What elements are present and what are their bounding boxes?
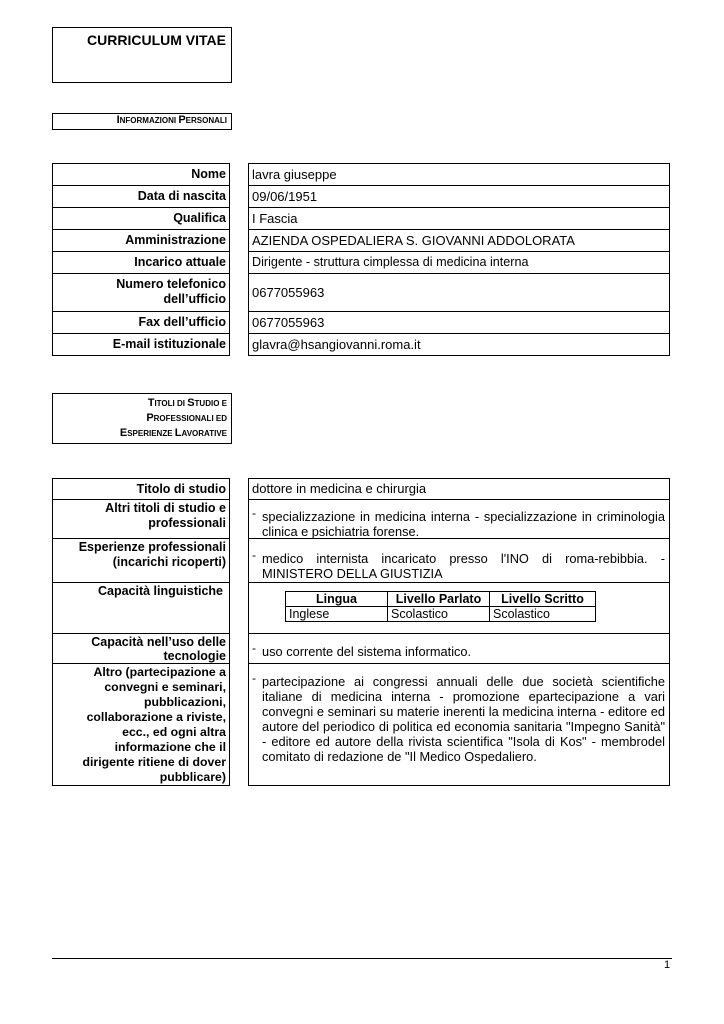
value-altri-titoli: - specializzazione in medicina interna - specializzazione in criminologia clinica e psichiatria forense.: [248, 499, 670, 539]
label-telefono: Numero telefonico dell’ufficio: [52, 273, 230, 312]
lang-header: Livello Scritto: [490, 592, 596, 607]
footer-rule: [52, 958, 672, 959]
section-personal-info: INFORMAZIONI PERSONALI: [52, 113, 232, 130]
label-altri-titoli: Altri titoli di studio e professionali: [52, 499, 230, 539]
value-nome: lavra giuseppe: [248, 163, 670, 186]
label-nome: Nome: [52, 163, 230, 186]
value-amministrazione: AZIENDA OSPEDALIERA S. GIOVANNI ADDOLORATA: [248, 229, 670, 252]
bullet-dash: -: [252, 641, 256, 655]
value-tecnologie: - uso corrente del sistema informatico.: [248, 633, 670, 664]
value-altro: - partecipazione ai congressi annuali delle due società scientifiche italiane di medicina interna - promozione epartecipazione a vari convegni e seminari su materie inerenti la medicina interna - editore ed autore del periodico di politica ed economia sanitaria "Impegno Sanità" - editore ed autore della rivista scientifica "Isola di Kos" - membrodel comitato di redazione de "Il Medico Ospedaliero.: [248, 663, 670, 786]
label-tecnologie: Capacità nell’uso delle tecnologie: [52, 633, 230, 664]
title-box: [52, 27, 232, 83]
label-qualifica: Qualifica: [52, 207, 230, 230]
bullet-dash: -: [252, 671, 256, 685]
bullet-dash: -: [252, 506, 256, 520]
label-altro: Altro (partecipazione a convegni e seminari, pubblicazioni, collaborazione a riviste, ecc., ed ogni altra informazione che il dirigente ritiene di dover pubblicare): [52, 663, 230, 786]
lang-cell: Scolastico: [490, 607, 596, 622]
lang-cell: Scolastico: [388, 607, 490, 622]
label-email: E-mail istituzionale: [52, 333, 230, 356]
value-email: glavra@hsangiovanni.roma.it: [248, 333, 670, 356]
value-telefono: 0677055963: [248, 273, 670, 312]
value-qualifica: I Fascia: [248, 207, 670, 230]
label-amministrazione: Amministrazione: [52, 229, 230, 252]
label-incarico: Incarico attuale: [52, 251, 230, 274]
lang-header: Lingua: [286, 592, 388, 607]
section-studies-experience: TITOLI DI STUDIO E PROFESSIONALI ED ESPERIENZE LAVORATIVE: [52, 393, 232, 444]
value-capacita-linguistiche: [248, 582, 670, 634]
label-capacita-linguistiche: Capacità linguistiche: [52, 582, 230, 634]
label-fax: Fax dell’ufficio: [52, 311, 230, 334]
value-incarico: Dirigente - struttura cimplessa di medicina interna: [248, 251, 670, 274]
lang-cell: Inglese: [286, 607, 388, 622]
label-esperienze: Esperienze professionali (incarichi ricoperti): [52, 538, 230, 583]
value-titolo-studio: dottore in medicina e chirurgia: [248, 478, 670, 500]
lang-header: Livello Parlato: [388, 592, 490, 607]
language-table: [285, 591, 596, 622]
label-data-nascita: Data di nascita: [52, 185, 230, 208]
value-fax: 0677055963: [248, 311, 670, 334]
page-number: 1: [664, 959, 671, 971]
value-data-nascita: 09/06/1951: [248, 185, 670, 208]
document-title: CURRICULUM VITAE: [87, 32, 226, 48]
bullet-dash: -: [252, 548, 256, 562]
label-titolo-studio: Titolo di studio: [52, 478, 230, 500]
value-esperienze: - medico internista incaricato presso l'INO di roma-rebibbia. - MINISTERO DELLA GIUSTIZIA: [248, 538, 670, 583]
